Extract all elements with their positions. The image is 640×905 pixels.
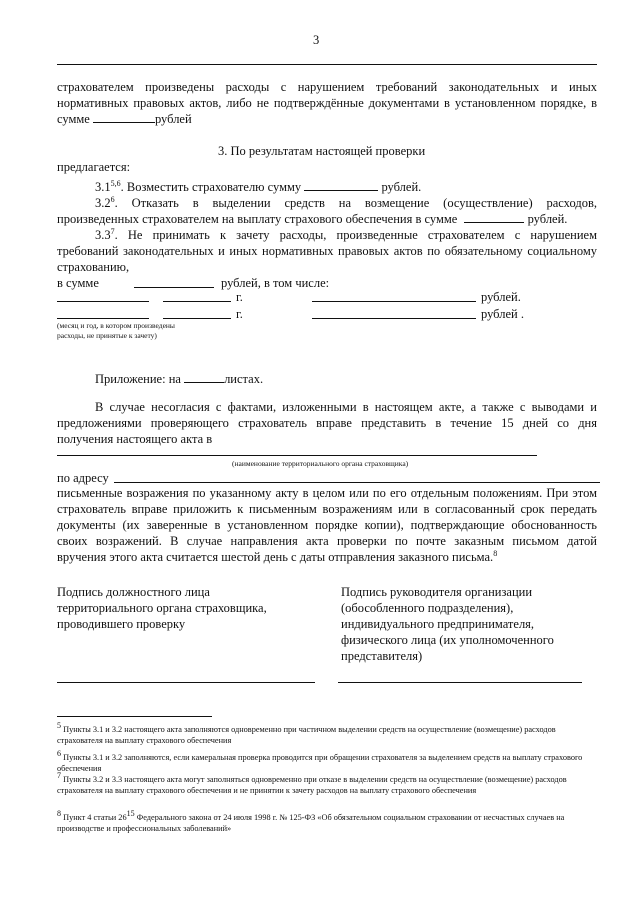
signature-left-line2: территориального органа страховщика, (57, 601, 267, 615)
footnote-5-mark: 5 (57, 721, 61, 731)
footnote-6-mark: 6 (57, 749, 61, 759)
year-label-1: г. (236, 290, 243, 304)
proposed-label: предлагается: (57, 160, 131, 174)
disagreement-line1: В случае несогласия с фактами, изложенными в настоящем акте, а также с выводами и (95, 400, 597, 414)
page-number: 3 (313, 33, 320, 47)
item-3-3-sum-blank (134, 287, 214, 288)
sum-blank (93, 111, 155, 123)
address-label: по адресу (57, 471, 109, 485)
section-title: 3. По результатам настоящей проверки (218, 144, 426, 158)
header-rule (57, 64, 597, 65)
disagreement-line3: получения настоящего акта в (57, 432, 213, 446)
footnote-6 (57, 749, 600, 774)
item-3-3-number: 3.3 (95, 228, 111, 242)
disagreement-line5: страхователь вправе приложить к письменным возражениям или в согласованный срок передать (57, 502, 597, 516)
footnote-8-mark: 8 (57, 809, 61, 819)
breakdown-amount-2 (312, 318, 476, 319)
item-3-3-line3: страхованию, (57, 260, 130, 274)
item-3-2-blank (464, 211, 524, 223)
item-3-2-number: 3.2 (95, 196, 111, 210)
item-3-2-line1 (95, 195, 597, 211)
item-3-1-footnote-ref: 5,6 (110, 178, 121, 188)
footnote-5 (57, 721, 600, 746)
item-3-3-sum-suffix: рублей, в том числе: (221, 276, 330, 290)
rub-label: рублей (154, 112, 192, 126)
item-3-3-line2: требований законодательных и иных нормативных правовых актов по обязательному социальному (57, 244, 597, 258)
item-3-3-sum-label: в сумме (57, 276, 99, 290)
address-blank (114, 482, 600, 483)
item-3-3-text: . Не принимать к зачету расходы, произведенные страхователем с нарушением (114, 228, 597, 242)
item-3-2-text: . Отказать в выделении средств на возмещение (осуществление) расходов, (114, 196, 597, 210)
breakdown-caption-1: (месяц и год, в котором произведены (57, 321, 175, 330)
top-paragraph-line1: страхователем произведены расходы с нарушением требований законодательных и иных (57, 80, 597, 94)
item-3-2-rub: рублей. (527, 212, 568, 226)
signature-right-line2: (обособленного подразделения), (341, 601, 514, 615)
item-3-2-line2 (57, 211, 567, 227)
footnote-8-text-rest: Федерального закона от 24 июля 1998 г. № 125-ФЗ «Об обязательном социальном страховании от несчастных случаев на производстве и профессиональных заболеваний» (57, 813, 565, 833)
year-label-2: г. (236, 307, 243, 321)
rub-label-1: рублей. (481, 290, 521, 304)
rub-label-2: рублей . (481, 307, 524, 321)
signature-right-line5: представителя) (341, 649, 423, 663)
footnote-8 (57, 809, 600, 834)
item-3-1-blank (304, 179, 378, 191)
item-3-1-rub: рублей. (381, 180, 422, 194)
disagreement-line2: предложениями проверяющего страхователь вправе представить в течение 15 дней со дня (57, 416, 597, 430)
item-3-1-number: 3.1 (95, 180, 111, 194)
disagreement-line6: документы (их заверенные в установленном порядке копии), подтверждающие обоснованность (57, 518, 597, 532)
signature-right-blank (338, 682, 582, 683)
breakdown-month-1 (57, 301, 149, 302)
footnote-7-text: Пункты 3.2 и 3.3 настоящего акта могут заполняться одновременно при отказе в выделении средств на осуществление (возмещение) расходов страхователя на выплату страхового обеспечения и не принятии к зачету расходов на выплату страхового обеспечения (57, 775, 567, 795)
org-name-caption: (наименование территориального органа страховщика) (232, 459, 409, 468)
footnote-7-mark: 7 (57, 771, 61, 781)
item-3-3-line1 (95, 227, 597, 243)
signature-left-line1: Подпись должностного лица (57, 585, 210, 599)
org-name-blank (57, 455, 537, 456)
breakdown-month-2 (57, 318, 149, 319)
top-paragraph-line3 (57, 111, 192, 127)
top-paragraph-line2: нормативных правовых актов, либо не подтверждённые документами в установленном порядке, в (57, 96, 597, 110)
breakdown-year-2 (163, 318, 231, 319)
attachment-sheets-blank (184, 371, 224, 383)
item-3-2-footnote-ref: 6 (110, 194, 115, 204)
footnote-5-text: Пункты 3.1 и 3.2 настоящего акта заполняются одновременно при частичном выделении средств на осуществление (возмещение) расходов страхователя на выплату страхового обеспечения (57, 725, 556, 745)
footnote-separator (57, 716, 212, 717)
item-3-1 (95, 179, 421, 195)
footnote-6-text: Пункты 3.1 и 3.2 заполняются, если камеральная проверка проводится при обращении страхователя за выделением средств на выплату страхового обеспечения (57, 753, 583, 773)
attachment-line (95, 371, 263, 387)
disagreement-line7: своих возражений. В случае направления акта проверки по почте заказным письмом датой (57, 534, 597, 548)
disagreement-line4: письменные возражения по указанному акту в целом или по его отдельным положениям. При этом (57, 486, 597, 500)
attachment-label: Приложение: на (95, 372, 181, 386)
disagreement-line8-text: вручения этого акта считается шестой день с даты отправления заказного письма. (57, 550, 494, 564)
signature-right-line4: физического лица (их уполномоченного (341, 633, 554, 647)
item-3-1-text: . Возместить страхователю сумму (120, 180, 302, 194)
footnote-ref-8: 8 (493, 548, 498, 558)
attachment-suffix: листах. (224, 372, 264, 386)
signature-right-line3: индивидуального предпринимателя, (341, 617, 535, 631)
footnote-8-article-sup: 15 (126, 809, 135, 819)
sum-label: сумме (57, 112, 90, 126)
breakdown-amount-1 (312, 301, 476, 302)
signature-left-line3: проводившего проверку (57, 617, 186, 631)
item-3-2-text2: произведенных страхователем на выплату страхового обеспечения в сумме (57, 212, 458, 226)
signature-left-blank (57, 682, 315, 683)
footnote-8-text: Пункт 4 статьи 26 (63, 813, 127, 822)
breakdown-caption-2: расходы, не принятые к зачету) (57, 331, 157, 340)
disagreement-line8 (57, 549, 497, 565)
breakdown-year-1 (163, 301, 231, 302)
signature-right-line1: Подпись руководителя организации (341, 585, 533, 599)
footnote-7 (57, 771, 600, 796)
item-3-3-footnote-ref: 7 (110, 226, 115, 236)
